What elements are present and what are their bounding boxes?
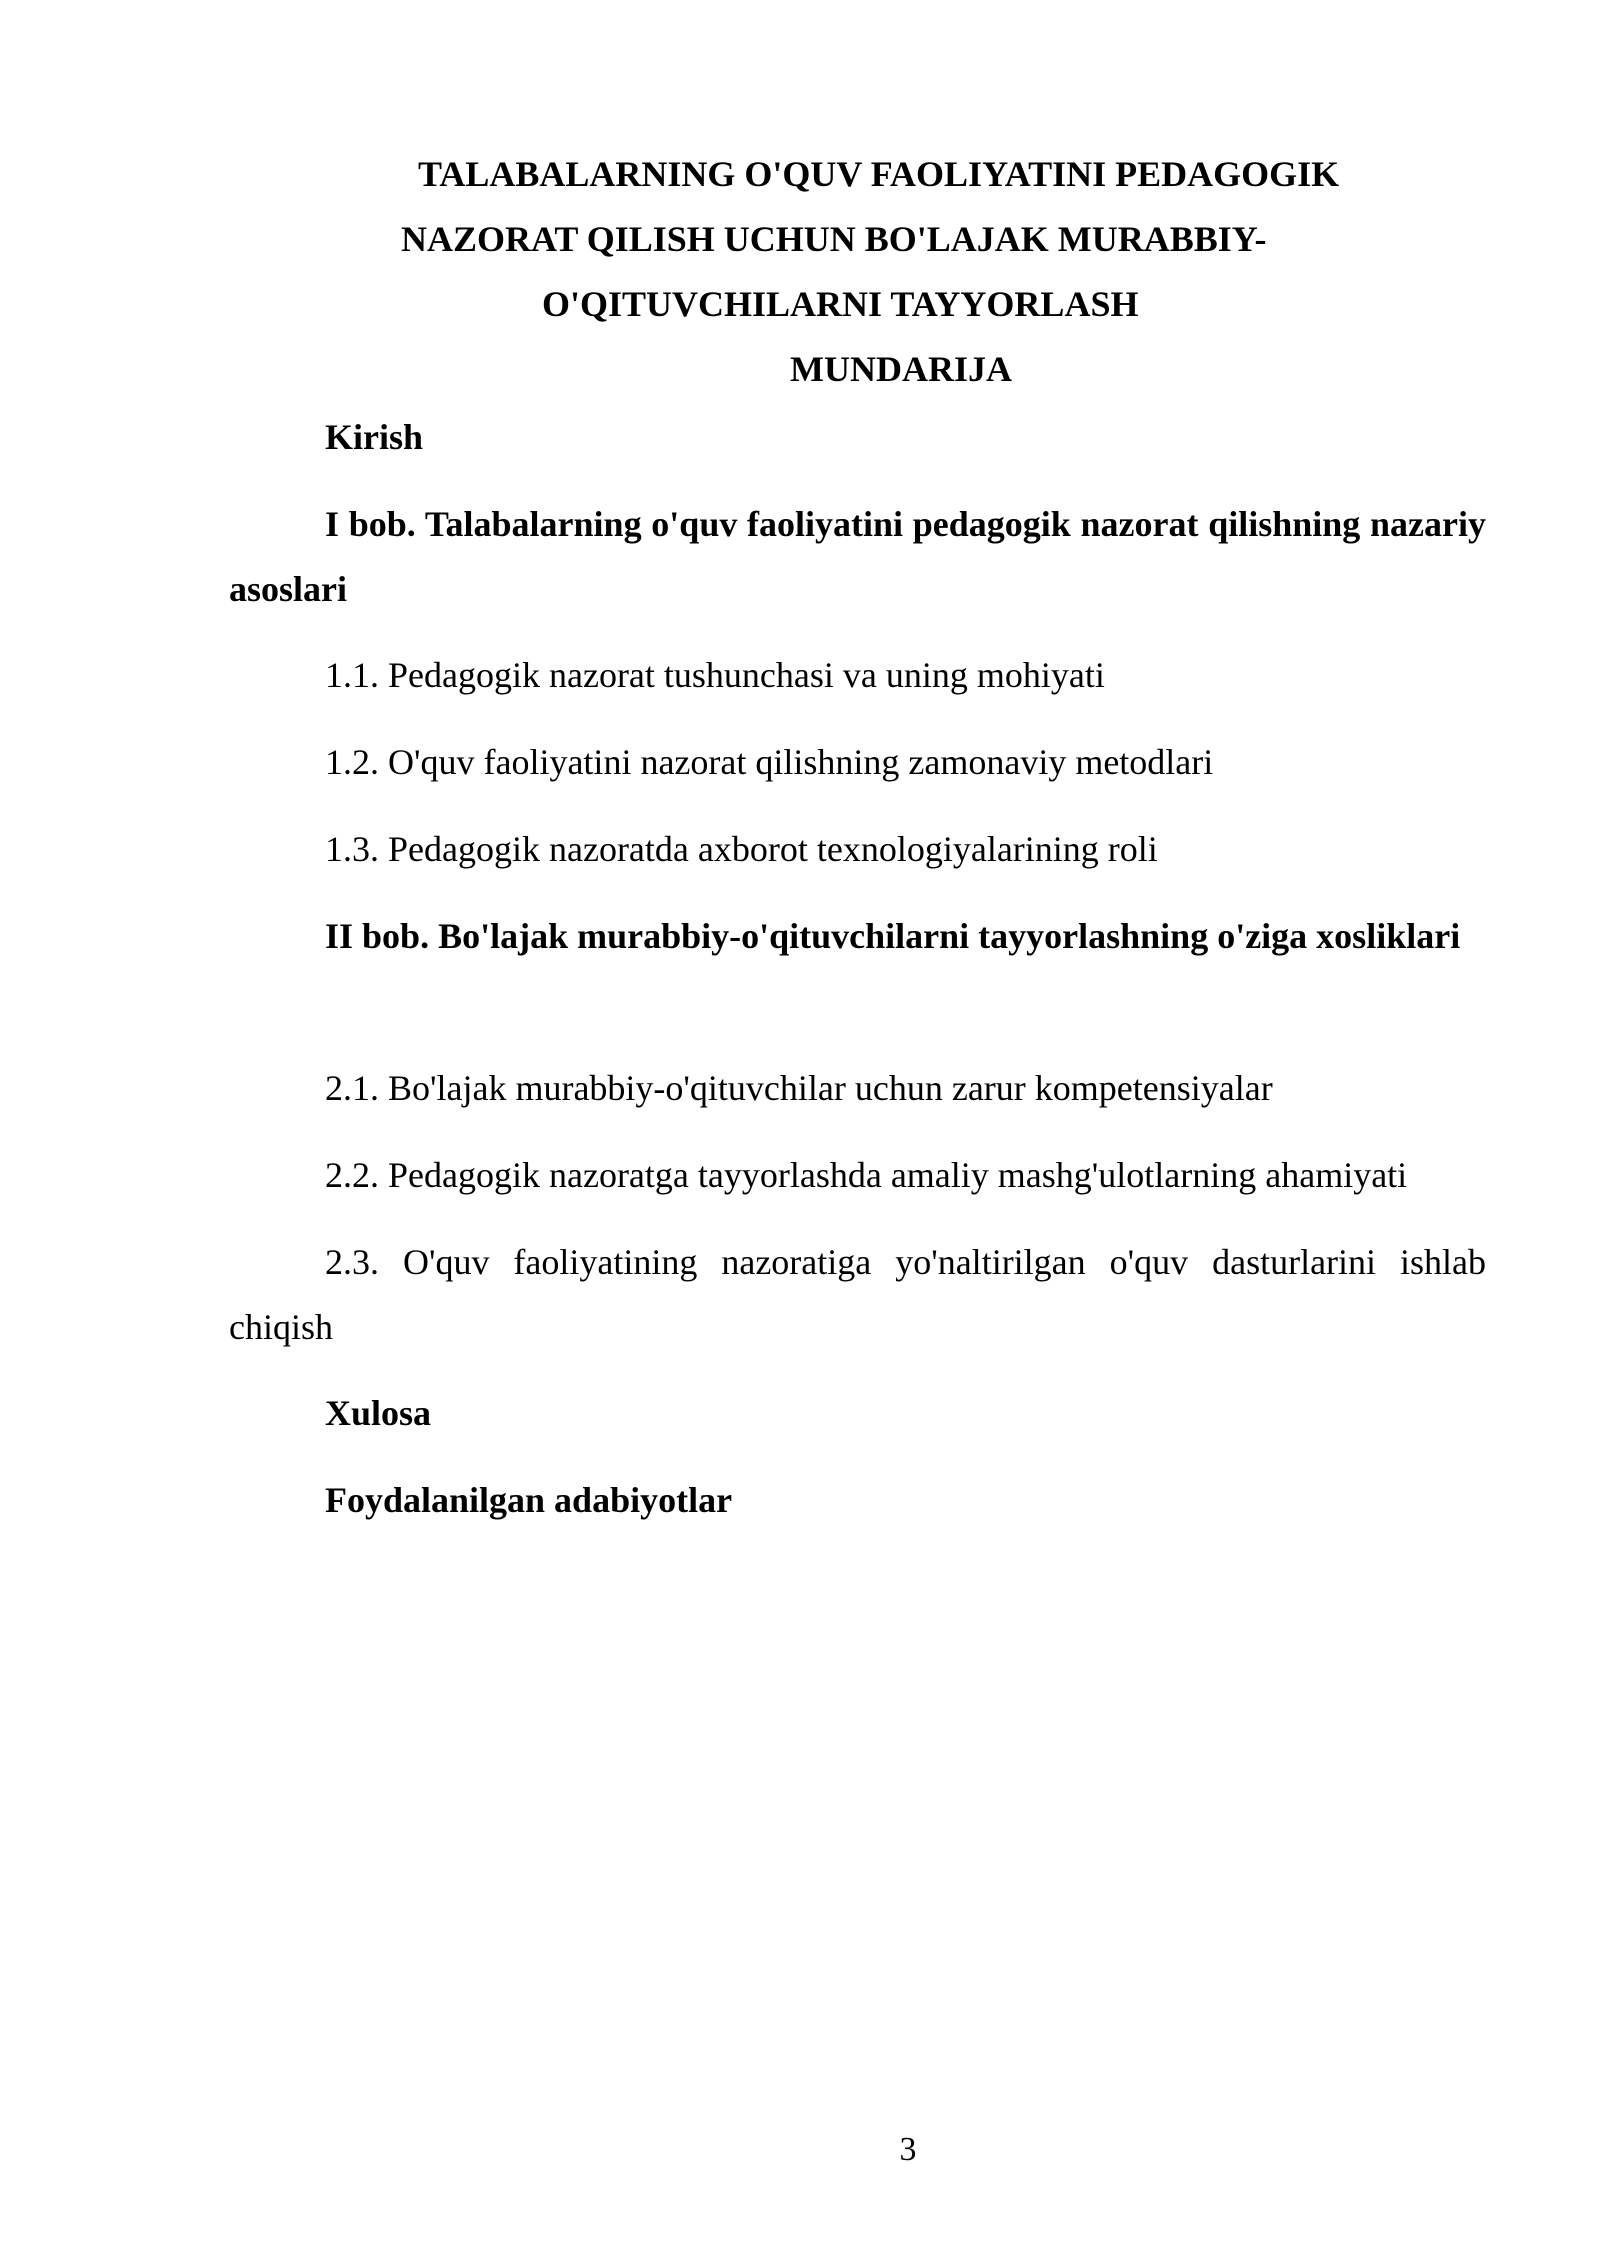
toc-entry-introduction: Kirish (325, 417, 424, 457)
toc-entry-section-2-3: 2.3. O'quv faoliyatining nazoratiga yo'naltirilgan o'quv dasturlarini ishlab chiqish (229, 1242, 1486, 1347)
toc-entry-chapter-1: I bob. Talabalarning o'quv faoliyatini pedagogik nazorat qilishning nazariy asoslari (229, 504, 1486, 609)
toc-entry-section-2-1: 2.1. Bo'lajak murabbiy-o'qituvchilar uchun zarur kompetensiyalar (325, 1068, 1273, 1108)
contents-heading: MUNDARIJA (790, 349, 1012, 389)
page-number: 3 (899, 2131, 917, 2168)
toc-entry-conclusion: Xulosa (325, 1393, 432, 1433)
toc-entry-section-1-3: 1.3. Pedagogik nazoratda axborot texnologiyalarining roli (325, 829, 1158, 869)
document-title-line-2: NAZORAT QILISH UCHUN BO'LAJAK MURABBIY- (401, 219, 1267, 259)
toc-entry-section-1-1: 1.1. Pedagogik nazorat tushunchasi va uning mohiyati (325, 655, 1105, 695)
toc-entry-section-2-2: 2.2. Pedagogik nazoratga tayyorlashda amaliy mashg'ulotlarning ahamiyati (325, 1155, 1408, 1195)
toc-entry-section-1-2: 1.2. O'quv faoliyatini nazorat qilishning zamonaviy metodlari (325, 742, 1214, 782)
document-title-line-3: O'QITUVCHILARNI TAYYORLASH (542, 284, 1139, 324)
toc-entry-references: Foydalanilgan adabiyotlar (325, 1480, 733, 1520)
document-title-line-1: TALABALARNING O'QUV FAOLIYATINI PEDAGOGIK (418, 154, 1340, 194)
toc-entry-chapter-2: II bob. Bo'lajak murabbiy-o'qituvchilarni tayyorlashning o'ziga xosliklari (325, 916, 1461, 956)
